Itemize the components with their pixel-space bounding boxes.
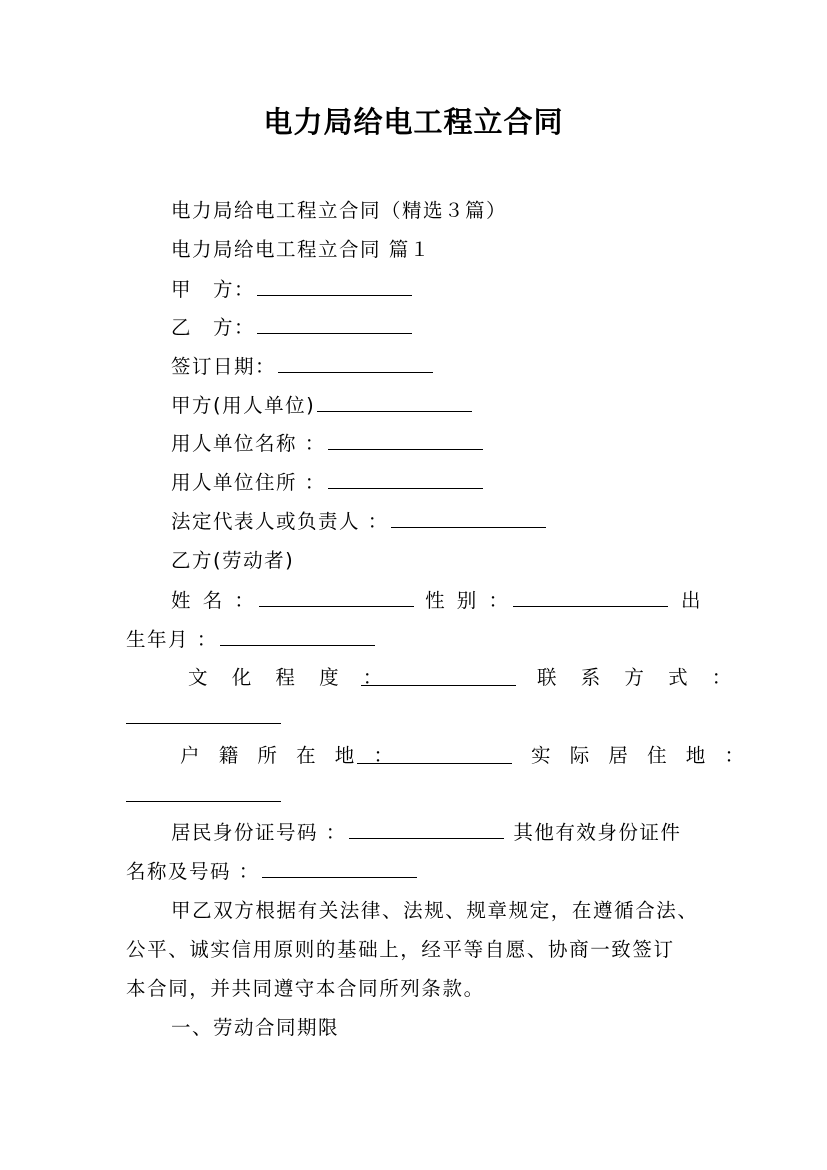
legal-rep-label: 法定代表人或负责人 ： (171, 510, 389, 533)
party-a-label: 甲 方： (171, 278, 256, 301)
id-number-blank (349, 837, 504, 839)
gender-label: 性 别 ： (425, 589, 512, 612)
legal-rep-blank (391, 526, 546, 528)
birth-label-part1: 出 (681, 589, 701, 612)
birth-label: 生年月 ： (126, 628, 218, 651)
employer-line (171, 391, 474, 421)
section-1-heading: 一、劳动合同期限 (171, 1016, 340, 1039)
agreement-line-1: 甲乙双方根据有关法律、法规、规章规定，在遵循合法、 (171, 899, 699, 922)
employer-address-line (171, 468, 485, 498)
education-label: 文 化 程 度 ： (188, 666, 392, 689)
gender-blank (513, 605, 668, 607)
party-b-line (171, 313, 414, 343)
name-blank (259, 605, 414, 607)
name-gender-line (171, 586, 670, 616)
document-subtitle: 电力局给电工程立合同（精选３篇） (171, 199, 508, 222)
employer-blank (317, 410, 472, 412)
document-title: 电力局给电工程立合同 (263, 105, 564, 139)
name-label: 姓 名 ： (171, 589, 257, 612)
contact-blank (126, 722, 281, 724)
employee-label: 乙方(劳动者) (171, 549, 295, 572)
other-id-line (126, 857, 419, 887)
agreement-line-2: 公平、诚实信用原则的基础上，经平等自愿、协商一致签订 (126, 938, 675, 961)
employer-name-line (171, 429, 485, 459)
birth-line (126, 625, 377, 655)
party-b-blank (257, 332, 412, 334)
employer-label: 甲方(用人单位) (171, 394, 316, 417)
id-number-line (171, 818, 681, 848)
other-id-blank (262, 876, 417, 878)
agreement-line-3: 本合同，并共同遵守本合同所列条款。 (126, 977, 485, 1000)
sign-date-label: 签订日期： (171, 355, 277, 378)
other-id-label-cont: 名称及号码 ： (126, 860, 260, 883)
party-a-line (171, 275, 414, 305)
residence-blank (126, 800, 281, 802)
sign-date-blank (278, 371, 433, 373)
contact-label: 联 系 方 式 ： (537, 666, 741, 689)
employer-address-blank (328, 487, 483, 489)
other-id-label: 其他有效身份证件 (513, 821, 682, 844)
residence-label: 实 际 居 住 地 ： (531, 744, 751, 767)
part-heading: 电力局给电工程立合同 篇１ (171, 238, 431, 261)
legal-rep-line (171, 507, 548, 537)
party-a-blank (257, 294, 412, 296)
employer-name-label: 用人单位名称 ： (171, 432, 326, 455)
id-number-label: 居民身份证号码 ： (171, 821, 347, 844)
sign-date-line (171, 352, 435, 382)
employer-name-blank (328, 448, 483, 450)
hukou-label: 户 籍 所 在 地 ： (180, 744, 400, 767)
party-b-label: 乙 方： (171, 316, 256, 339)
education-blank (361, 684, 516, 686)
hukou-blank (357, 762, 512, 764)
employer-address-label: 用人单位住所 ： (171, 471, 326, 494)
birth-blank (220, 644, 375, 646)
